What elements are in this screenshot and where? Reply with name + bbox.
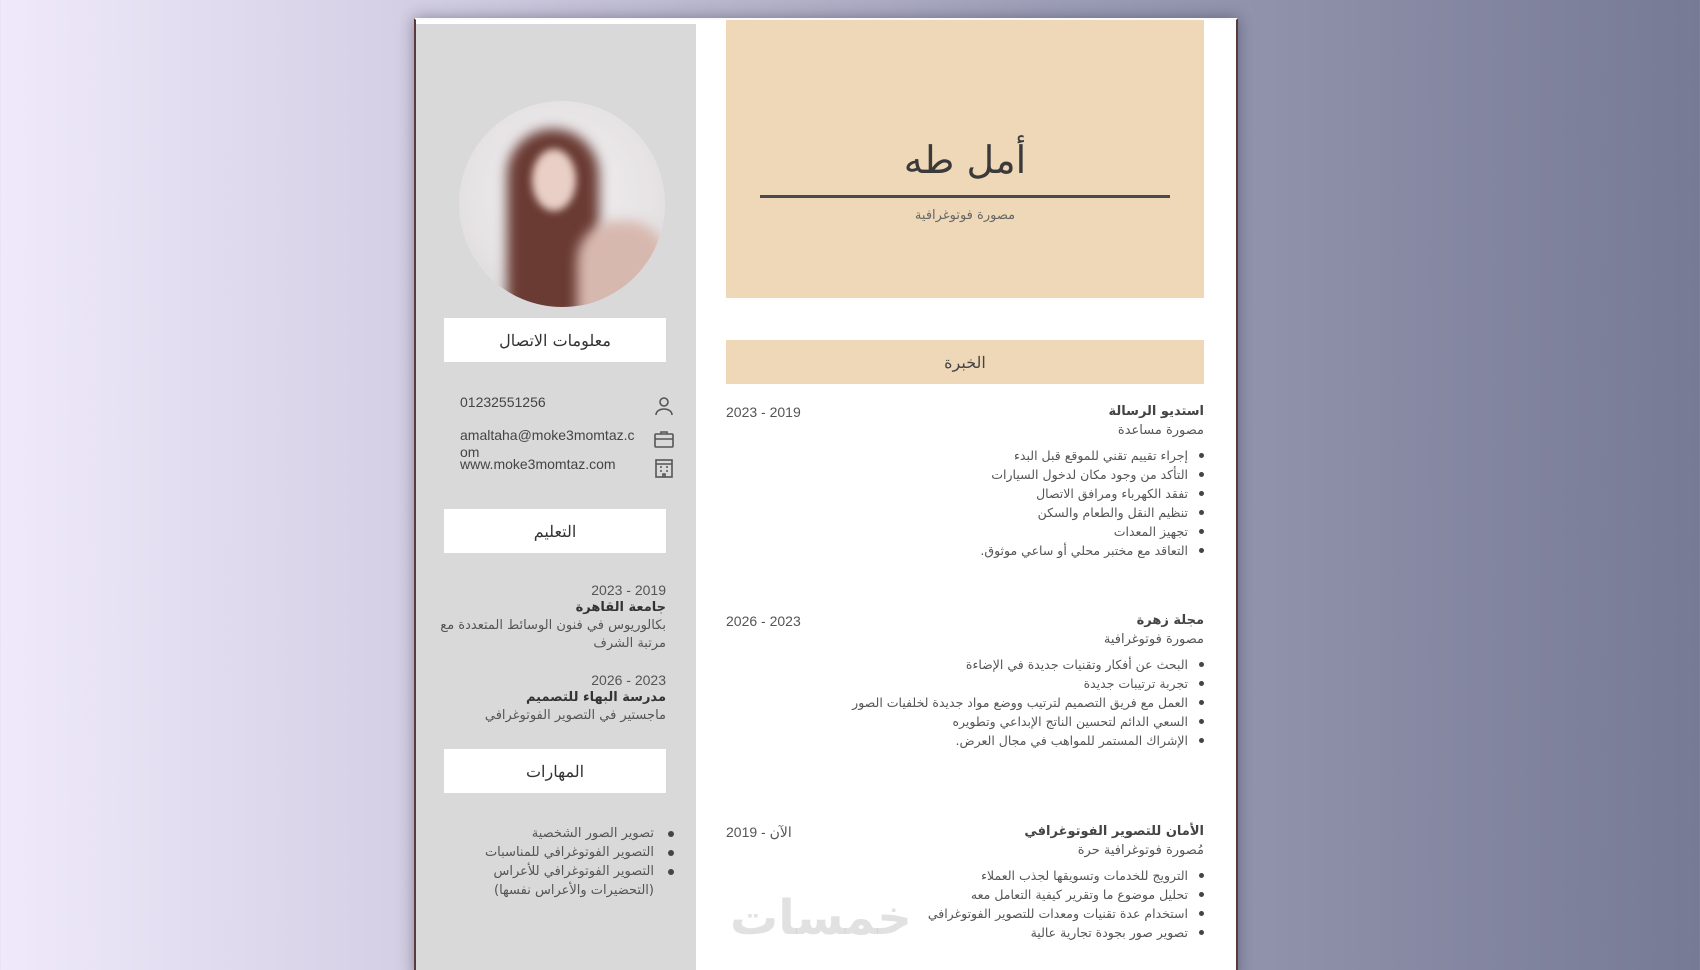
education-school: جامعة القاهرة bbox=[575, 600, 666, 615]
person-role: مصورة فوتوغرافية bbox=[914, 208, 1016, 223]
experience-position: مصورة مساعدة bbox=[1117, 423, 1204, 438]
duty-item: تجهيز المعدات bbox=[744, 522, 1204, 541]
duty-item: البحث عن أفكار وتقنيات جديدة في الإضاءة bbox=[744, 655, 1204, 674]
duty-item: تجربة ترتيبات جديدة bbox=[744, 674, 1204, 693]
duty-item: استخدام عدة تقنيات ومعدات للتصوير الفوتوغرافي bbox=[744, 904, 1204, 923]
person-name: أمل طه bbox=[903, 138, 1027, 182]
education-degree: ماجستير في التصوير الفوتوغرافي bbox=[484, 708, 666, 723]
education-heading: التعليم bbox=[444, 509, 666, 553]
resume-main bbox=[696, 20, 1240, 970]
name-divider bbox=[760, 195, 1170, 198]
resume-page bbox=[414, 18, 1238, 970]
education-item bbox=[436, 671, 666, 725]
duty-item: التعاقد مع مختبر محلي أو ساعي موثوق. bbox=[744, 541, 1204, 560]
duty-item: الإشراك المستمر للمواهب في مجال العرض. bbox=[744, 731, 1204, 750]
email-text: amaltaha@moke3momtaz.com bbox=[460, 427, 635, 460]
khamsat-watermark: خمسات bbox=[730, 890, 912, 946]
skill-item: تصوير الصور الشخصية bbox=[436, 824, 676, 843]
contact-heading: معلومات الاتصال bbox=[444, 318, 666, 362]
experience-position: مُصورة فوتوغرافية حرة bbox=[1077, 843, 1204, 858]
experience-years: 2026 - 2023 bbox=[726, 613, 801, 629]
duty-item: السعي الدائم لتحسين الناتج الإبداعي وتطويره bbox=[744, 712, 1204, 731]
experience-duties bbox=[744, 446, 1204, 560]
experience-years: 2019 - الآن bbox=[726, 824, 792, 840]
website-text: www.moke3momtaz.com bbox=[460, 456, 616, 472]
phone-text: 01232551256 bbox=[460, 394, 546, 410]
resume-sidebar bbox=[416, 24, 696, 970]
contact-website bbox=[436, 456, 676, 480]
experience-duties bbox=[744, 655, 1204, 750]
education-years: 2026 - 2023 bbox=[591, 672, 666, 688]
header-banner bbox=[726, 20, 1204, 298]
education-item bbox=[436, 581, 666, 653]
experience-heading: الخبرة bbox=[726, 340, 1204, 384]
building-icon bbox=[652, 456, 676, 480]
duty-item: تحليل موضوع ما وتقرير كيفية التعامل معه bbox=[744, 885, 1204, 904]
education-school: مدرسة البهاء للتصميم bbox=[525, 690, 666, 705]
duty-item: تفقد الكهرباء ومرافق الاتصال bbox=[744, 484, 1204, 503]
duty-item: إجراء تقييم تقني للموقع قبل البدء bbox=[744, 446, 1204, 465]
experience-years: 2023 - 2019 bbox=[726, 404, 801, 420]
contact-phone bbox=[436, 394, 676, 418]
duty-item: تصوير صور بجودة تجارية عالية bbox=[744, 923, 1204, 942]
briefcase-icon bbox=[652, 427, 676, 451]
experience-company: الأمان للتصوير الفوتوغرافي bbox=[1024, 824, 1204, 839]
user-icon bbox=[652, 394, 676, 418]
skill-item: التصوير الفوتوغرافي للمناسبات bbox=[436, 843, 676, 862]
education-degree: بكالوريوس في فنون الوسائط المتعددة مع مرتبة الشرف bbox=[440, 618, 666, 651]
experience-company: استديو الرسالة bbox=[1108, 404, 1204, 419]
duty-item: تنظيم النقل والطعام والسكن bbox=[744, 503, 1204, 522]
duty-item: العمل مع فريق التصميم لترتيب ووضع مواد جديدة لخلفيات الصور bbox=[744, 693, 1204, 712]
education-years: 2023 - 2019 bbox=[591, 582, 666, 598]
experience-position: مصورة فوتوغرافية bbox=[1103, 632, 1204, 647]
experience-company: مجلة زهرة bbox=[1136, 613, 1204, 628]
skill-item: التصوير الفوتوغرافي للأعراس (التحضيرات والأعراس نفسها) bbox=[436, 862, 676, 900]
profile-photo bbox=[459, 101, 665, 307]
duty-item: الترويج للخدمات وتسويقها لجذب العملاء bbox=[744, 866, 1204, 885]
skills-heading: المهارات bbox=[444, 749, 666, 793]
skills-list bbox=[436, 824, 676, 900]
duty-item: التأكد من وجود مكان لدخول السيارات bbox=[744, 465, 1204, 484]
